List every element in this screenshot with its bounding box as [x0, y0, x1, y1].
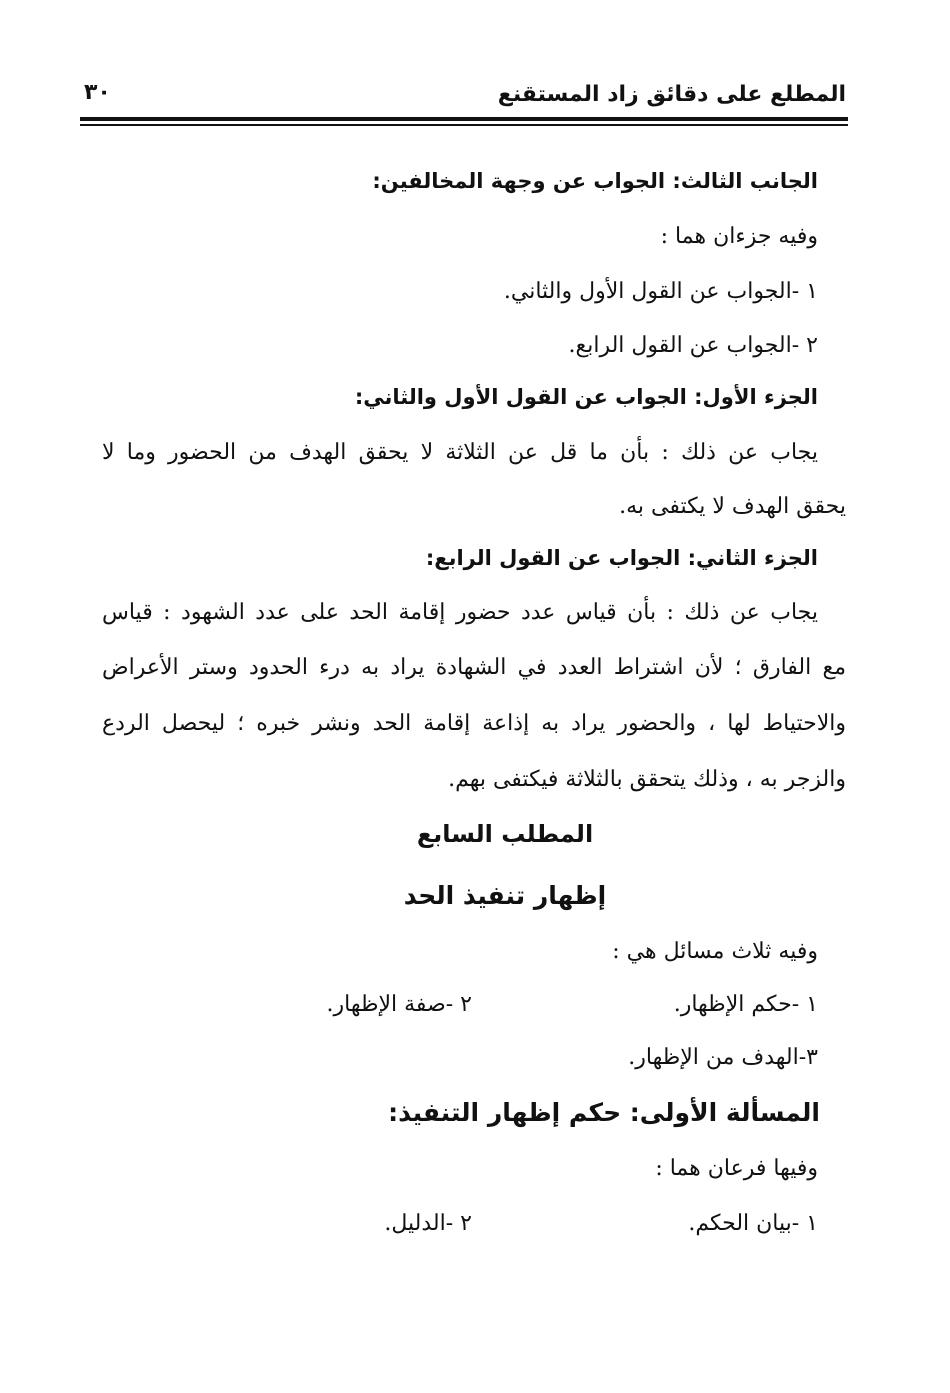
section-subtitle: إظهار تنفيذ الحد	[403, 881, 607, 910]
list-item: ٢ -صفة الإظهار.	[326, 992, 472, 1017]
body-line: يجاب عن ذلك : بأن ما قل عن الثلاثة لا يحقق الهدف من الحضور وما لا	[102, 440, 818, 465]
issue-heading-first: المسألة الأولى: حكم إظهار التنفيذ:	[388, 1098, 820, 1127]
body-line: يحقق الهدف لا يكتفى به.	[619, 494, 846, 519]
section-title: المطلب السابع	[416, 820, 594, 848]
subsection-heading-part-two: الجزء الثاني: الجواب عن القول الرابع:	[425, 546, 818, 570]
body-line: وفيه جزءان هما :	[660, 224, 818, 249]
list-item: ٣-الهدف من الإظهار.	[628, 1045, 818, 1070]
header-rule-thin	[80, 124, 848, 126]
list-item: ١ -بيان الحكم.	[688, 1211, 818, 1236]
body-line: مع الفارق ؛ لأن اشتراط العدد في الشهادة يراد به درء الحدود وستر الأعراض	[102, 655, 846, 680]
header-rule	[80, 117, 848, 127]
body-line: وفيه ثلاث مسائل هي :	[612, 939, 818, 964]
body-line: يجاب عن ذلك : بأن قياس عدد حضور إقامة الحد على عدد الشهود : قياس	[102, 600, 818, 625]
list-item: ١ -الجواب عن القول الأول والثاني.	[503, 279, 818, 304]
page-number: ٣٠	[84, 80, 111, 105]
subsection-heading-third-aspect: الجانب الثالث: الجواب عن وجهة المخالفين:	[372, 169, 818, 193]
subsection-heading-part-one: الجزء الأول: الجواب عن القول الأول والثاني:	[354, 385, 818, 409]
body-line: والاحتياط لها ، والحضور يراد به إذاعة إقامة الحد ونشر خبره ؛ ليحصل الردع	[102, 711, 846, 736]
body-line: وفيها فرعان هما :	[655, 1156, 818, 1181]
body-line: والزجر به ، وذلك يتحقق بالثلاثة فيكتفى بهم.	[448, 767, 846, 792]
list-item: ١ -حكم الإظهار.	[673, 992, 818, 1017]
header-rule-thick	[80, 117, 848, 121]
list-item: ٢ -الدليل.	[384, 1211, 472, 1236]
running-header	[78, 78, 846, 118]
header-title: المطلع على دقائق زاد المستقنع	[497, 82, 846, 107]
list-item: ٢ -الجواب عن القول الرابع.	[568, 333, 818, 358]
